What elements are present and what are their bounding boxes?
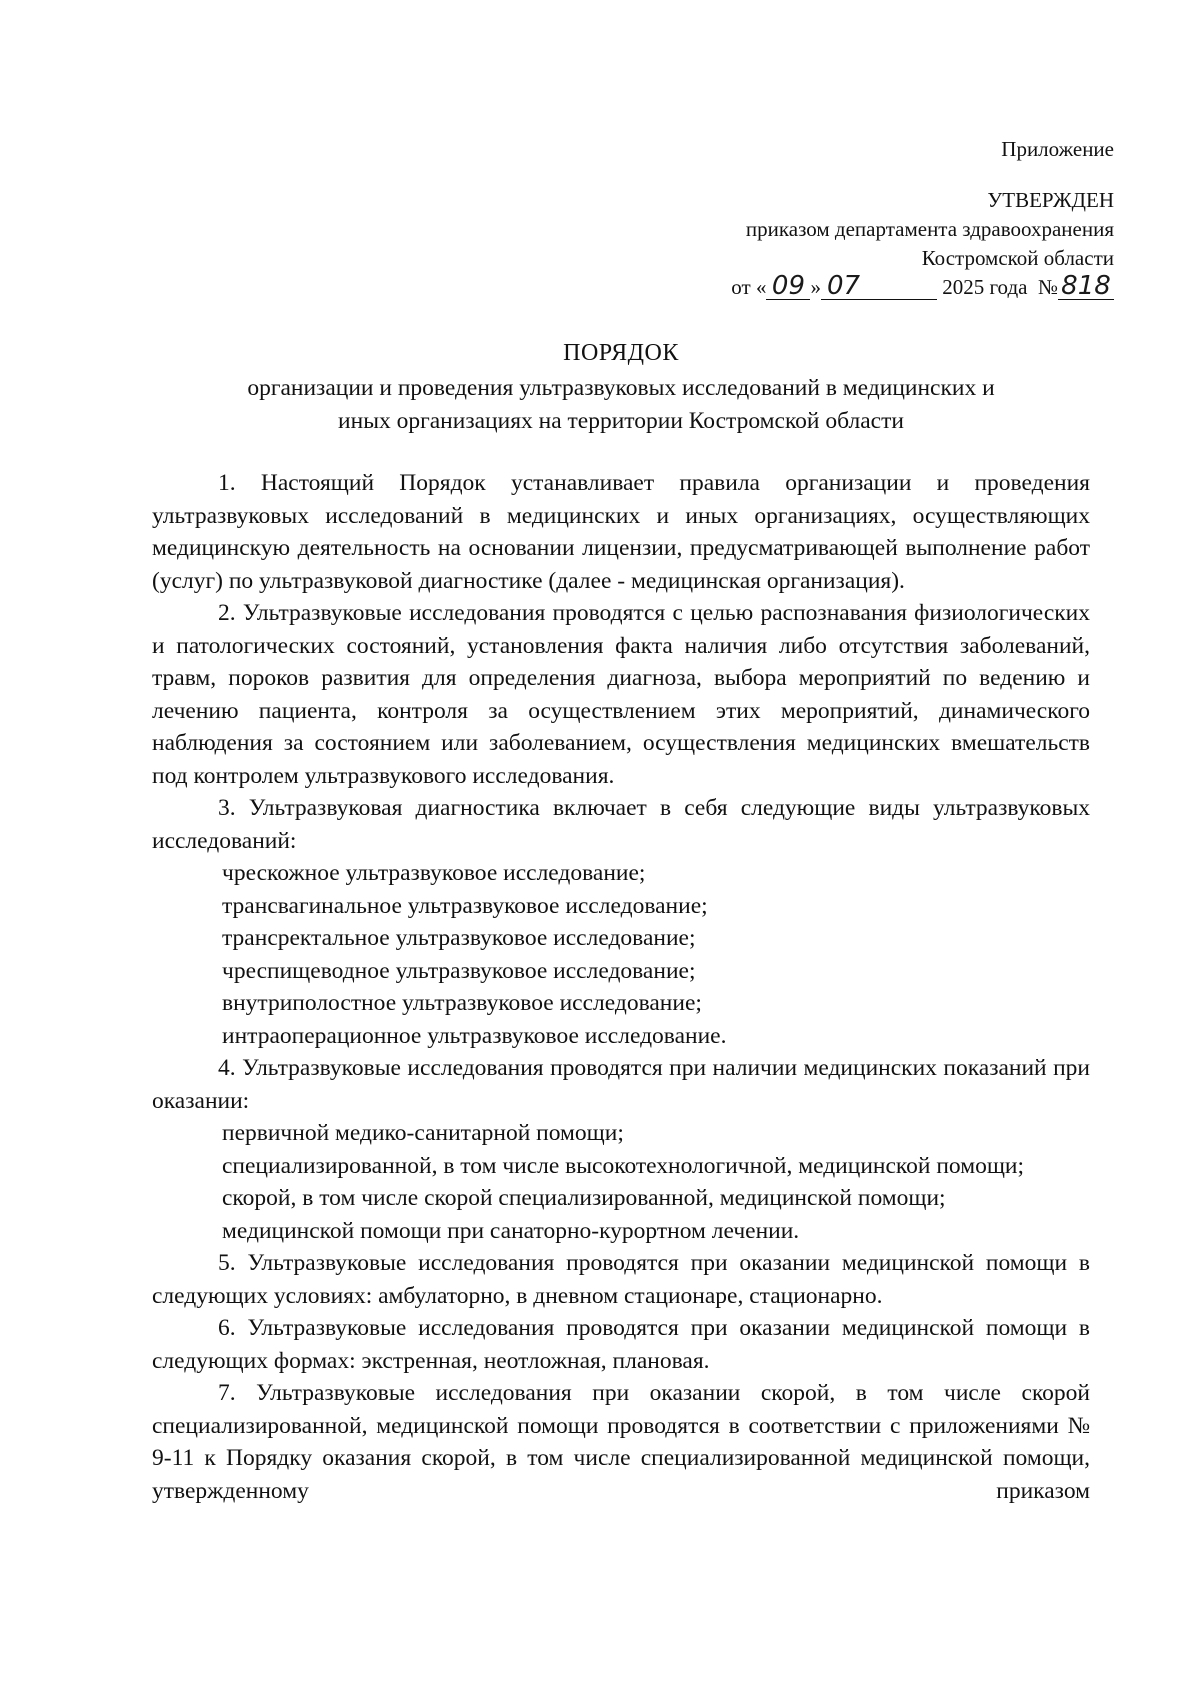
date-prefix: от «	[731, 275, 767, 299]
handwritten-number: 818	[1058, 273, 1114, 300]
list-item: внутриполостное ультразвуковое исследование;	[222, 990, 702, 1016]
order-date-line: от « 09 » 07 2025 года № 818	[731, 273, 1114, 302]
list-item: интраоперационное ультразвуковое исследование.	[222, 1022, 727, 1049]
handwritten-day: 09	[766, 273, 810, 300]
paragraph-2: 2. Ультразвуковые исследования проводятся с целью распознавания физиологических и патологических состояний, установления факта наличия либо отсутствия заболеваний, травм, пороков развития для определения диагноза, выбора мероприятий по ведению и лечению пациента, контроля за осуществлением этих мероприятий, динамического наблюдения за состоянием или заболеванием, осуществления медицинских вмешательств под контролем ультразвукового исследования.	[152, 600, 1090, 789]
list-item: специализированной, в том числе высокотехнологичной, медицинской помощи;	[222, 1152, 1025, 1179]
document-title: ПОРЯДОК	[563, 340, 679, 366]
approved-label: УТВЕРЖДЕН	[987, 188, 1114, 212]
list-item: чрескожное ультразвуковое исследование;	[222, 860, 646, 886]
subtitle-line: организации и проведения ультразвуковых исследований в медицинских и	[247, 375, 995, 401]
list-item: трансвагинальное ультразвуковое исследование;	[222, 892, 708, 919]
paragraph-1: 1. Настоящий Порядок устанавливает правила организации и проведения ультразвуковых исследований в медицинских и иных организациях, осуществляющих медицинскую деятельность на основании лицензии, предусматривающей выполнение работ (услуг) по ультразвуковой диагностике (далее - медицинская организация).	[152, 470, 1090, 594]
order-authority: приказом департамента здравоохранения	[745, 217, 1114, 241]
approval-header	[731, 135, 1114, 302]
paragraph-7: 7. Ультразвуковые исследования при оказании скорой, в том числе скорой специализированной, медицинской помощи проводятся в соответствии с приложениями № 9-11 к Порядку оказания скорой, в том числе специализированной медицинской помощи, утвержденному приказом	[152, 1380, 1090, 1504]
region-label: Костромской области	[921, 246, 1114, 270]
document-title-block	[150, 338, 1092, 438]
date-year: 2025 года	[942, 275, 1028, 299]
paragraph-6: 6. Ультразвуковые исследования проводятся при оказании медицинской помощи в следующих формах: экстренная, неотложная, плановая.	[152, 1315, 1090, 1374]
paragraph-3: 3. Ультразвуковая диагностика включает в себя следующие виды ультразвуковых исследований:	[152, 795, 1090, 854]
handwritten-month: 07	[821, 273, 937, 300]
list-item: первичной медико-санитарной помощи;	[222, 1120, 624, 1146]
appendix-label: Приложение	[1001, 137, 1114, 161]
list-item: скорой, в том числе скорой специализированной, медицинской помощи;	[222, 1185, 946, 1211]
paragraph-4: 4. Ультразвуковые исследования проводятся при наличии медицинских показаний при оказании:	[152, 1055, 1090, 1114]
document-subtitle	[150, 372, 1092, 438]
subtitle-line: иных организациях на территории Костромской области	[338, 408, 904, 434]
list-item: трансректальное ультразвуковое исследование;	[222, 925, 696, 951]
list-item: медицинской помощи при санаторно-курортном лечении.	[222, 1217, 800, 1244]
paragraph-5: 5. Ультразвуковые исследования проводятся при оказании медицинской помощи в следующих условиях: амбулаторно, в дневном стационаре, стационарно.	[152, 1250, 1090, 1309]
list-item: чреспищеводное ультразвуковое исследование;	[222, 957, 696, 984]
document-body	[152, 467, 1090, 1507]
number-prefix: №	[1037, 275, 1058, 299]
